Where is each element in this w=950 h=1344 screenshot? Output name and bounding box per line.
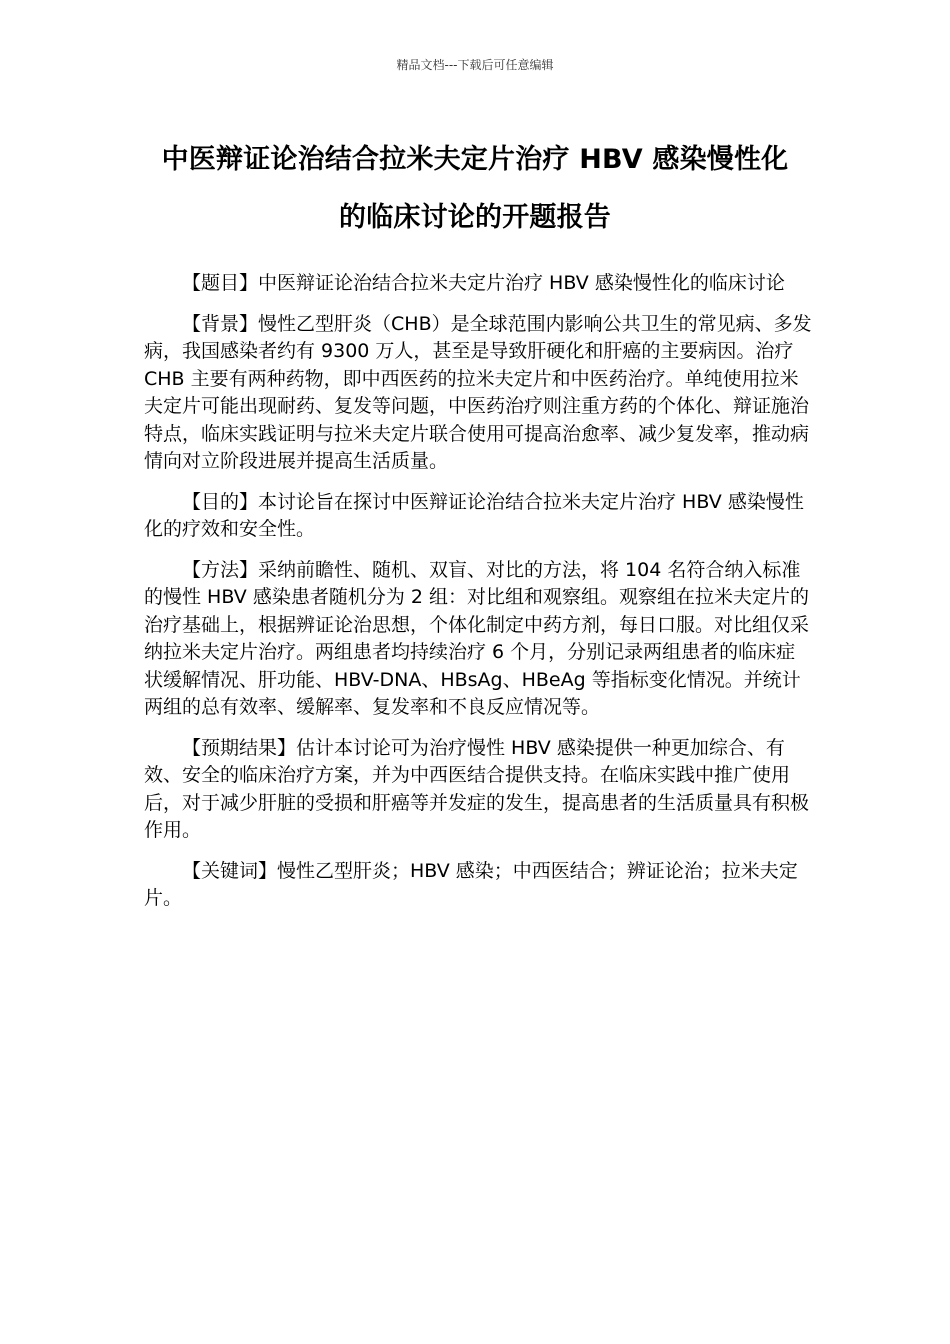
section-topic	[144, 270, 812, 298]
section-label: 【预期结果】	[182, 736, 297, 759]
section-label: 【背景】	[182, 312, 259, 335]
header-note: 精品文档---下载后可任意编辑	[396, 58, 554, 72]
section-methods	[144, 557, 812, 722]
section-objective	[144, 489, 812, 544]
document-title	[120, 131, 830, 247]
section-expected-results	[144, 735, 812, 845]
section-text: 估计本讨论可为治疗慢性 HBV 感染提供一种更加综合、有效、安全的临床治疗方案，并为中西医结合提供支持。在临床实践中推广使用后，对于减少肝脏的受损和肝癌等并发症的发生，提高患者的生活质量具有积极作用。	[144, 736, 810, 841]
section-text: 慢性乙型肝炎（CHB）是全球范围内影响公共卫生的常见病、多发病，我国感染者约有 9300 万人，甚至是导致肝硬化和肝癌的主要病因。治疗 CHB 主要有两种药物，即中西医药的拉米夫定片和中医药治疗。单纯使用拉米夫定片可能出现耐药、复发等问题，中医药治疗则注重方药的个体化、辩证施治特点，临床实践证明与拉米夫定片联合使用可提高治愈率、减少复发率，推动病情向对立阶段进展并提高生活质量。	[144, 312, 812, 472]
document-body	[144, 270, 812, 926]
section-text: 中医辩证论治结合拉米夫定片治疗 HBV 感染慢性化的临床讨论	[258, 272, 785, 294]
section-text: 慢性乙型肝炎；HBV 感染；中西医结合；辨证论治；拉米夫定片。	[144, 859, 798, 909]
section-label: 【关键词】	[182, 859, 278, 882]
title-line-2: 的临床讨论的开题报告	[339, 202, 611, 233]
section-text: 本讨论旨在探讨中医辩证论治结合拉米夫定片治疗 HBV 感染慢性化的疗效和安全性。	[144, 490, 804, 540]
section-keywords	[144, 858, 812, 913]
section-text: 采纳前瞻性、随机、双盲、对比的方法，将 104 名符合纳入标准的慢性 HBV 感染患者随机分为 2 组：对比组和观察组。观察组在拉米夫定片的治疗基础上，根据辨证论治思想，个体化制定中药方剂，每日口服。对比组仅采纳拉米夫定片治疗。两组患者均持续治疗 6 个月，分别记录两组患者的临床症状缓解情况、肝功能、HBV-DNA、HBsAg、HBeAg 等指标变化情况。并统计两组的总有效率、缓解率、复发率和不良反应情况等。	[144, 558, 810, 718]
section-label: 【方法】	[182, 558, 259, 581]
section-background	[144, 311, 812, 476]
section-label: 【题目】	[182, 272, 259, 294]
title-line-1: 中医辩证论治结合拉米夫定片治疗 HBV 感染慢性化	[161, 144, 789, 175]
section-label: 【目的】	[182, 490, 259, 513]
